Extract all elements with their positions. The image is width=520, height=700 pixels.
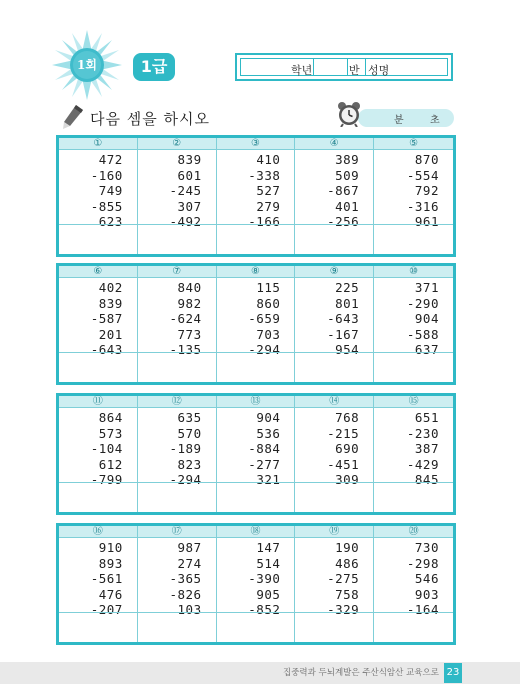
operand: -624 bbox=[169, 311, 202, 327]
grade-badge: 1급 bbox=[133, 53, 175, 81]
operand: 730 bbox=[414, 540, 439, 555]
operand: -294 bbox=[248, 342, 281, 358]
operand: 274 bbox=[177, 555, 202, 571]
problem-column bbox=[374, 526, 453, 642]
operand: 845 bbox=[414, 472, 439, 488]
operand: -160 bbox=[90, 167, 123, 183]
problem-column bbox=[295, 526, 374, 642]
operand: 509 bbox=[335, 167, 360, 183]
problem-number: ③ bbox=[217, 138, 295, 150]
problem-column bbox=[295, 138, 374, 254]
operand: 982 bbox=[177, 295, 202, 311]
operand: 201 bbox=[98, 326, 123, 342]
problem-block bbox=[56, 135, 456, 257]
name-field-label: 성명 bbox=[368, 64, 390, 77]
problem-number: ① bbox=[59, 138, 137, 150]
number-stack bbox=[248, 410, 280, 488]
problem-column bbox=[59, 138, 138, 254]
operand: 307 bbox=[177, 198, 202, 214]
answer-box[interactable] bbox=[295, 224, 373, 254]
number-stack bbox=[91, 280, 123, 358]
operand: 401 bbox=[335, 198, 360, 214]
answer-box[interactable] bbox=[217, 352, 295, 382]
answer-box[interactable] bbox=[217, 224, 295, 254]
operand: -329 bbox=[327, 602, 360, 618]
operand: 910 bbox=[98, 540, 123, 555]
number-stack bbox=[91, 410, 123, 488]
number-stack bbox=[169, 152, 201, 230]
answer-box[interactable] bbox=[138, 482, 216, 512]
answer-box[interactable] bbox=[138, 612, 216, 642]
student-info-box bbox=[235, 53, 453, 81]
operand: -316 bbox=[406, 198, 439, 214]
operand: 635 bbox=[177, 410, 202, 425]
operand: 768 bbox=[335, 410, 360, 425]
problem-column bbox=[59, 396, 138, 512]
operand: 309 bbox=[335, 472, 360, 488]
footer-slogan: 집중력과 두뇌계발은 주산식암산 교육으로 bbox=[283, 668, 439, 678]
operand: -275 bbox=[327, 571, 360, 587]
operand: 758 bbox=[335, 586, 360, 602]
alarm-clock-icon bbox=[337, 101, 361, 127]
operand: -852 bbox=[248, 602, 281, 618]
number-stack bbox=[248, 540, 280, 618]
operand: 703 bbox=[256, 326, 281, 342]
operand: 801 bbox=[335, 295, 360, 311]
answer-box[interactable] bbox=[138, 352, 216, 382]
operand: -338 bbox=[248, 167, 281, 183]
class-field-label: 반 bbox=[349, 64, 360, 77]
problem-number: ⑳ bbox=[374, 526, 453, 538]
operand: 860 bbox=[256, 295, 281, 311]
seconds-label: 초 bbox=[430, 115, 440, 126]
footer-band bbox=[0, 662, 520, 684]
problem-column bbox=[217, 138, 296, 254]
problem-number: ⑭ bbox=[295, 396, 373, 408]
operand: 527 bbox=[256, 183, 281, 199]
problem-number: ⑫ bbox=[138, 396, 216, 408]
problem-number: ⑰ bbox=[138, 526, 216, 538]
operand: 225 bbox=[335, 280, 360, 295]
operand: 570 bbox=[177, 425, 202, 441]
minutes-label: 분 bbox=[394, 115, 404, 126]
operand: -365 bbox=[169, 571, 202, 587]
operand: 823 bbox=[177, 456, 202, 472]
problem-number: ④ bbox=[295, 138, 373, 150]
operand: -166 bbox=[248, 214, 281, 230]
problem-number: ⑲ bbox=[295, 526, 373, 538]
number-stack bbox=[327, 280, 359, 358]
number-stack bbox=[327, 540, 359, 618]
number-stack bbox=[327, 152, 359, 230]
operand: 749 bbox=[98, 183, 123, 199]
operand: 651 bbox=[414, 410, 439, 425]
number-stack bbox=[327, 410, 359, 488]
problem-column bbox=[138, 396, 217, 512]
operand: -135 bbox=[169, 342, 202, 358]
problem-number: ⑱ bbox=[217, 526, 295, 538]
operand: 573 bbox=[98, 425, 123, 441]
operand: 905 bbox=[256, 586, 281, 602]
operand: 840 bbox=[177, 280, 202, 295]
operand: 839 bbox=[98, 295, 123, 311]
problem-column bbox=[374, 396, 453, 512]
instruction-title: 다음 셈을 하시오 bbox=[90, 110, 210, 128]
operand: -390 bbox=[248, 571, 281, 587]
number-stack bbox=[407, 410, 439, 488]
operand: 147 bbox=[256, 540, 281, 555]
pencil-icon bbox=[62, 104, 84, 130]
problem-column bbox=[217, 396, 296, 512]
operand: -826 bbox=[169, 586, 202, 602]
operand: 893 bbox=[98, 555, 123, 571]
problem-column bbox=[295, 266, 374, 382]
grade-field-label: 학년 bbox=[291, 64, 313, 77]
operand: -587 bbox=[90, 311, 123, 327]
answer-box[interactable] bbox=[138, 224, 216, 254]
operand: -451 bbox=[327, 456, 360, 472]
problem-column bbox=[59, 266, 138, 382]
operand: 637 bbox=[414, 342, 439, 358]
operand: -799 bbox=[90, 472, 123, 488]
problem-column bbox=[59, 526, 138, 642]
operand: -867 bbox=[327, 183, 360, 199]
problem-number: ⑩ bbox=[374, 266, 453, 278]
answer-box[interactable] bbox=[374, 612, 453, 642]
answer-box[interactable] bbox=[295, 482, 373, 512]
operand: 536 bbox=[256, 425, 281, 441]
answer-box[interactable] bbox=[59, 612, 137, 642]
answer-box[interactable] bbox=[374, 352, 453, 382]
operand: -164 bbox=[406, 602, 439, 618]
answer-box[interactable] bbox=[217, 482, 295, 512]
problem-block bbox=[56, 263, 456, 385]
problem-number: ⑧ bbox=[217, 266, 295, 278]
operand: 514 bbox=[256, 555, 281, 571]
answer-box[interactable] bbox=[59, 482, 137, 512]
operand: 903 bbox=[414, 586, 439, 602]
operand: 601 bbox=[177, 167, 202, 183]
operand: 792 bbox=[414, 183, 439, 199]
operand: -207 bbox=[90, 602, 123, 618]
operand: 987 bbox=[177, 540, 202, 555]
answer-box[interactable] bbox=[59, 352, 137, 382]
operand: 486 bbox=[335, 555, 360, 571]
operand: 904 bbox=[414, 311, 439, 327]
answer-box[interactable] bbox=[374, 482, 453, 512]
operand: -294 bbox=[169, 472, 202, 488]
answer-box[interactable] bbox=[217, 612, 295, 642]
problem-block bbox=[56, 523, 456, 645]
operand: -104 bbox=[90, 441, 123, 457]
operand: 115 bbox=[256, 280, 281, 295]
operand: -554 bbox=[406, 167, 439, 183]
number-stack bbox=[91, 152, 123, 230]
operand: -215 bbox=[327, 425, 360, 441]
problem-column bbox=[138, 266, 217, 382]
operand: -256 bbox=[327, 214, 360, 230]
operand: 839 bbox=[177, 152, 202, 167]
number-stack bbox=[407, 280, 439, 358]
problem-column bbox=[138, 138, 217, 254]
operand: 870 bbox=[414, 152, 439, 167]
number-stack bbox=[248, 152, 280, 230]
number-stack bbox=[169, 410, 201, 488]
operand: -884 bbox=[248, 441, 281, 457]
operand: 773 bbox=[177, 326, 202, 342]
operand: 864 bbox=[98, 410, 123, 425]
operand: 476 bbox=[98, 586, 123, 602]
problem-column bbox=[217, 266, 296, 382]
number-stack bbox=[248, 280, 280, 358]
problem-block bbox=[56, 393, 456, 515]
problem-column bbox=[295, 396, 374, 512]
problem-number: ② bbox=[138, 138, 216, 150]
operand: 612 bbox=[98, 456, 123, 472]
problem-column bbox=[138, 526, 217, 642]
problem-number: ⑮ bbox=[374, 396, 453, 408]
operand: -588 bbox=[406, 326, 439, 342]
number-stack bbox=[407, 152, 439, 230]
operand: -643 bbox=[90, 342, 123, 358]
number-stack bbox=[169, 280, 201, 358]
operand: 321 bbox=[256, 472, 281, 488]
number-stack bbox=[407, 540, 439, 618]
operand: 954 bbox=[335, 342, 360, 358]
operand: 472 bbox=[98, 152, 123, 167]
operand: 190 bbox=[335, 540, 360, 555]
operand: 402 bbox=[98, 280, 123, 295]
operand: -277 bbox=[248, 456, 281, 472]
operand: -492 bbox=[169, 214, 202, 230]
number-stack bbox=[91, 540, 123, 618]
problem-column bbox=[374, 138, 453, 254]
operand: 410 bbox=[256, 152, 281, 167]
operand: -167 bbox=[327, 326, 360, 342]
operand: 371 bbox=[414, 280, 439, 295]
operand: 387 bbox=[414, 441, 439, 457]
operand: -245 bbox=[169, 183, 202, 199]
operand: 389 bbox=[335, 152, 360, 167]
time-box bbox=[358, 109, 454, 127]
number-stack bbox=[169, 540, 201, 618]
problem-number: ⑨ bbox=[295, 266, 373, 278]
operand: -855 bbox=[90, 198, 123, 214]
problem-number: ⑯ bbox=[59, 526, 137, 538]
answer-box[interactable] bbox=[59, 224, 137, 254]
operand: 103 bbox=[177, 602, 202, 618]
operand: 904 bbox=[256, 410, 281, 425]
operand: 546 bbox=[414, 571, 439, 587]
answer-box[interactable] bbox=[374, 224, 453, 254]
operand: -659 bbox=[248, 311, 281, 327]
round-label: 1회 bbox=[77, 58, 97, 72]
problem-column bbox=[217, 526, 296, 642]
problem-number: ⑪ bbox=[59, 396, 137, 408]
operand: 690 bbox=[335, 441, 360, 457]
operand: -230 bbox=[406, 425, 439, 441]
operand: 623 bbox=[98, 214, 123, 230]
operand: -189 bbox=[169, 441, 202, 457]
problem-number: ⑦ bbox=[138, 266, 216, 278]
operand: 279 bbox=[256, 198, 281, 214]
problem-number: ⑤ bbox=[374, 138, 453, 150]
problem-number: ⑬ bbox=[217, 396, 295, 408]
operand: -290 bbox=[406, 295, 439, 311]
operand: 961 bbox=[414, 214, 439, 230]
answer-box[interactable] bbox=[295, 612, 373, 642]
page-number: 23 bbox=[444, 663, 462, 683]
operand: -643 bbox=[327, 311, 360, 327]
operand: -429 bbox=[406, 456, 439, 472]
answer-box[interactable] bbox=[295, 352, 373, 382]
operand: -561 bbox=[90, 571, 123, 587]
problem-number: ⑥ bbox=[59, 266, 137, 278]
operand: -298 bbox=[406, 555, 439, 571]
problem-column bbox=[374, 266, 453, 382]
